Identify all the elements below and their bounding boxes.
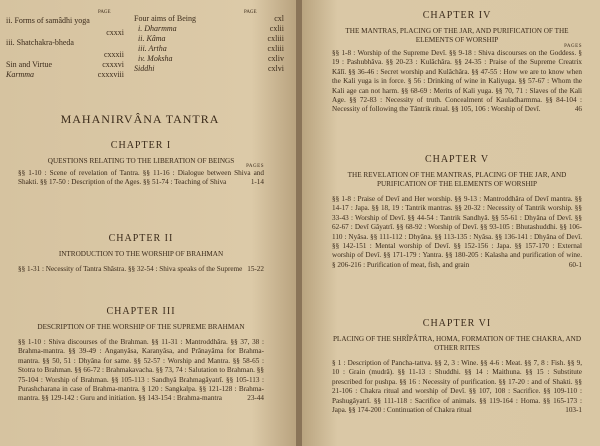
toc-page: cxlvi xyxy=(268,64,284,73)
toc-entry xyxy=(6,60,124,70)
toc-entry xyxy=(134,14,284,24)
toc-page: cxxxii xyxy=(104,50,124,59)
chapter-subtitle: INTRODUCTION TO THE WORSHIP OF BRAHMAN xyxy=(58,250,224,258)
page-range: 103-1 xyxy=(565,406,582,415)
page-col-heading: PAGE xyxy=(244,10,257,15)
chapter-6 xyxy=(332,318,582,415)
chapter-subtitle: THE MANTRAS, PLACING OF THE JAR, AND PURIFICATION OF THE ELEMENTS OF WORSHIP xyxy=(345,27,569,44)
toc-left-column xyxy=(6,16,124,80)
chapter-subtitle: QUESTIONS RELATING TO THE LIBERATION OF BEINGS xyxy=(47,157,235,165)
page-range: 46 xyxy=(574,105,582,114)
chapter-heading: CHAPTER IV xyxy=(422,10,492,21)
toc-page: cxxxi xyxy=(106,28,124,37)
toc-page: cxxxviii xyxy=(97,70,124,79)
toc-page: cxlii xyxy=(269,24,284,33)
page-range: 1-14 xyxy=(250,178,264,187)
chapter-heading: CHAPTER I xyxy=(110,140,172,151)
toc-label: i. Dharmma xyxy=(138,24,177,33)
toc-entry xyxy=(6,38,124,60)
page-col-heading: PAGE xyxy=(98,10,111,15)
chapter-subtitle: PLACING OF THE SHRÎPÂTRA, HOMA, FORMATION OF THE CHAKRA, AND OTHER RITES xyxy=(332,335,582,352)
toc-page: cxliv xyxy=(268,54,284,63)
chapter-subtitle: DESCRIPTION OF THE WORSHIP OF THE SUPREME BRAHMAN xyxy=(37,323,245,331)
toc-page: cxliii xyxy=(267,34,284,43)
left-page xyxy=(0,0,296,446)
toc-entry xyxy=(134,44,284,54)
toc-page: cxxxvi xyxy=(102,60,124,69)
toc-label: Siddhi xyxy=(134,64,155,73)
chapter-4 xyxy=(332,10,582,115)
toc-entry xyxy=(6,70,124,80)
toc-entry xyxy=(134,64,284,74)
summary-text: §§ 1-8 : Praise of Devî and Her worship. §§ 9-13 : Mantroddhâra of Devî mantra. §§ 14-17 : Japa. §§ 18, 19 : Tantrik mantras. §§ 20-32 : Necessity of Tantrik worship. §§ 33-43 : Worship of Devî. §§ 44-54 : Tantrik Sandhyâ. §§ 55-61 : Dhyâna of Devî. §§ 62-67 : Devî Gâyatrî. §§ 68-92 : Worship of Devî. §§ 93-105 : Bhutashuddhi. §§ 106-110 : Nyâsa. §§ 111-112 : Dhyâna. §§ 113-135 : Nyâsa. §§ 136-141 : Dhyâna of Devî. §§ 142-151 : Mental worship of Devî. §§ 152-156 : Japa. §§ 157-170 : External worship of Devî. §§ 171-179 : Yantra. §§ 180-205 : Kalasha and purification of wine. § 206-216 : Purification of meat, fish, and grain xyxy=(332,195,582,269)
chapter-3 xyxy=(18,306,264,404)
summary-text: §§ 1-10 : Scene of revelation of Tantra. §§ 11-16 : Dialogue between Shiva and Shakti. §§ 17-50 : Description of the Ages. §§ 51-74 : Teaching of Shiva xyxy=(18,169,264,187)
toc-label: ii. Forms of samâdhi yoga xyxy=(6,16,90,25)
page-range: 23-44 xyxy=(247,394,264,403)
toc-label: Karmma xyxy=(6,70,35,79)
toc-entry xyxy=(134,24,284,34)
summary-text: §§ 1-31 : Necessity of Tantra Shâstra. §§ 32-54 : Shiva speaks of the Supreme xyxy=(18,265,243,273)
chapter-5 xyxy=(332,154,582,270)
toc-label: Sin and Virtue xyxy=(6,60,53,69)
chapter-heading: CHAPTER II xyxy=(108,233,174,244)
page-range: 60-1 xyxy=(568,260,582,269)
toc-entry xyxy=(134,34,284,44)
toc-page: cxl xyxy=(274,14,284,23)
pages-label: PAGES xyxy=(564,44,582,49)
chapter-summary xyxy=(18,338,264,404)
toc-entry xyxy=(6,16,124,38)
chapter-heading: CHAPTER V xyxy=(424,154,490,165)
right-page xyxy=(302,0,600,446)
main-title: MAHANIRVÂNA TANTRA xyxy=(60,112,220,126)
toc-entry xyxy=(134,54,284,64)
chapter-1 xyxy=(18,140,264,188)
summary-text: §§ 1-10 : Shiva discourses of the Brahman. §§ 11-31 : Mantroddhâra. §§ 37, 38 : Brahma-mantra. §§ 39-49 : Anganyâsa, Karanyâsa, and Prânayâma for Brahma-mantra. §§ 50, 51 : Dhyâna for same. §§ 52-57 : Worship and Mantra. §§ 58-65 : Stotra to Brahman. §§ 66-72 : Brahmakavacha. §§ 73, 74 : Salutation to Brahman. §§ 75-104 : Worship of Brahman. §§ 105-113 : Sandhyâ Brahmagâyatrî. §§ 105-113 : Purashcharana in case of Brahma-mantra. § 120 : Sangkalpa. §§ 121-128 : Brahma-mantra. §§ 129-142 : Guru and initiation. §§ 143-154 : Brahma-mantra xyxy=(18,338,264,403)
chapter-2 xyxy=(18,233,264,274)
toc-label: Four aims of Being xyxy=(134,14,196,23)
chapter-summary xyxy=(332,195,582,270)
summary-text: § 1 : Description of Pancha-tattva. §§ 2, 3 : Wine. §§ 4-6 : Meat. §§ 7, 8 : Fish. §§ 9, 10 : Grain (mudrâ). §§ 11-13 : Shuddhi. §§ 14 : Maithuna. §§ 15 : Substitute prescribed for pushpa. §§ 16 : Necessity of purification. §§ 17-20 : and of Shakti. §§ 21-106 : Chakra ritual and worship of Devî. §§ 107, 108 : Sacrifice. §§ 109-110 : Pashugâyatrî. §§ 111-118 : Sacrifice of animals. §§ 119-164 : Homa. §§ 165-173 : Japa. §§ 174-200 : Continuation of Chakra ritual xyxy=(332,359,582,415)
chapter-summary xyxy=(332,359,582,415)
page-range: 15-22 xyxy=(247,265,264,273)
chapter-summary xyxy=(18,265,264,274)
toc-right-column xyxy=(134,14,284,74)
toc-label: iii. Shatchakra-bheda xyxy=(6,38,74,47)
chapter-summary xyxy=(18,169,264,188)
chapter-heading: CHAPTER III xyxy=(106,306,176,317)
toc-label: iv. Moksha xyxy=(138,54,173,63)
toc-page: cxliii xyxy=(267,44,284,53)
chapter-summary xyxy=(332,49,582,115)
pages-label: PAGES xyxy=(246,164,264,169)
chapter-subtitle: THE REVELATION OF THE MANTRAS, PLACING OF THE JAR, AND PURIFICATION OF THE ELEMENTS OF WORSHIP xyxy=(347,171,567,188)
toc-label: ii. Kâma xyxy=(138,34,166,43)
summary-text: §§ 1-8 : Worship of the Supreme Devî. §§ 9-18 : Shiva discourses on the Goddess. § 19 : Pashubhâva. §§ 20-23 : Kulâchâra. §§ 24-35 : Praise of the Supreme Creatrix Kâlî. §§ 36-46 : Secret worship and Kulâchâra. §§ 47-55 : How we are to know when the Kali yuga is in force. § 56 : Drinking of wine in Kaliyuga. §§ 57-67 : Whom the Kali age can not harm. §§ 68-69 : Merits of Kali yuga. §§ 70, 71 : Slaves of the Kali Age. §§ 72-83 : Necessity of truth. Concealment of Kauladharmma. §§ 84-104 : Necessity of following the Tântrik ritual. §§ 105, 106 : Worship of Devî. xyxy=(332,49,582,114)
toc-label: iii. Artha xyxy=(138,44,167,53)
chapter-heading: CHAPTER VI xyxy=(422,318,492,329)
